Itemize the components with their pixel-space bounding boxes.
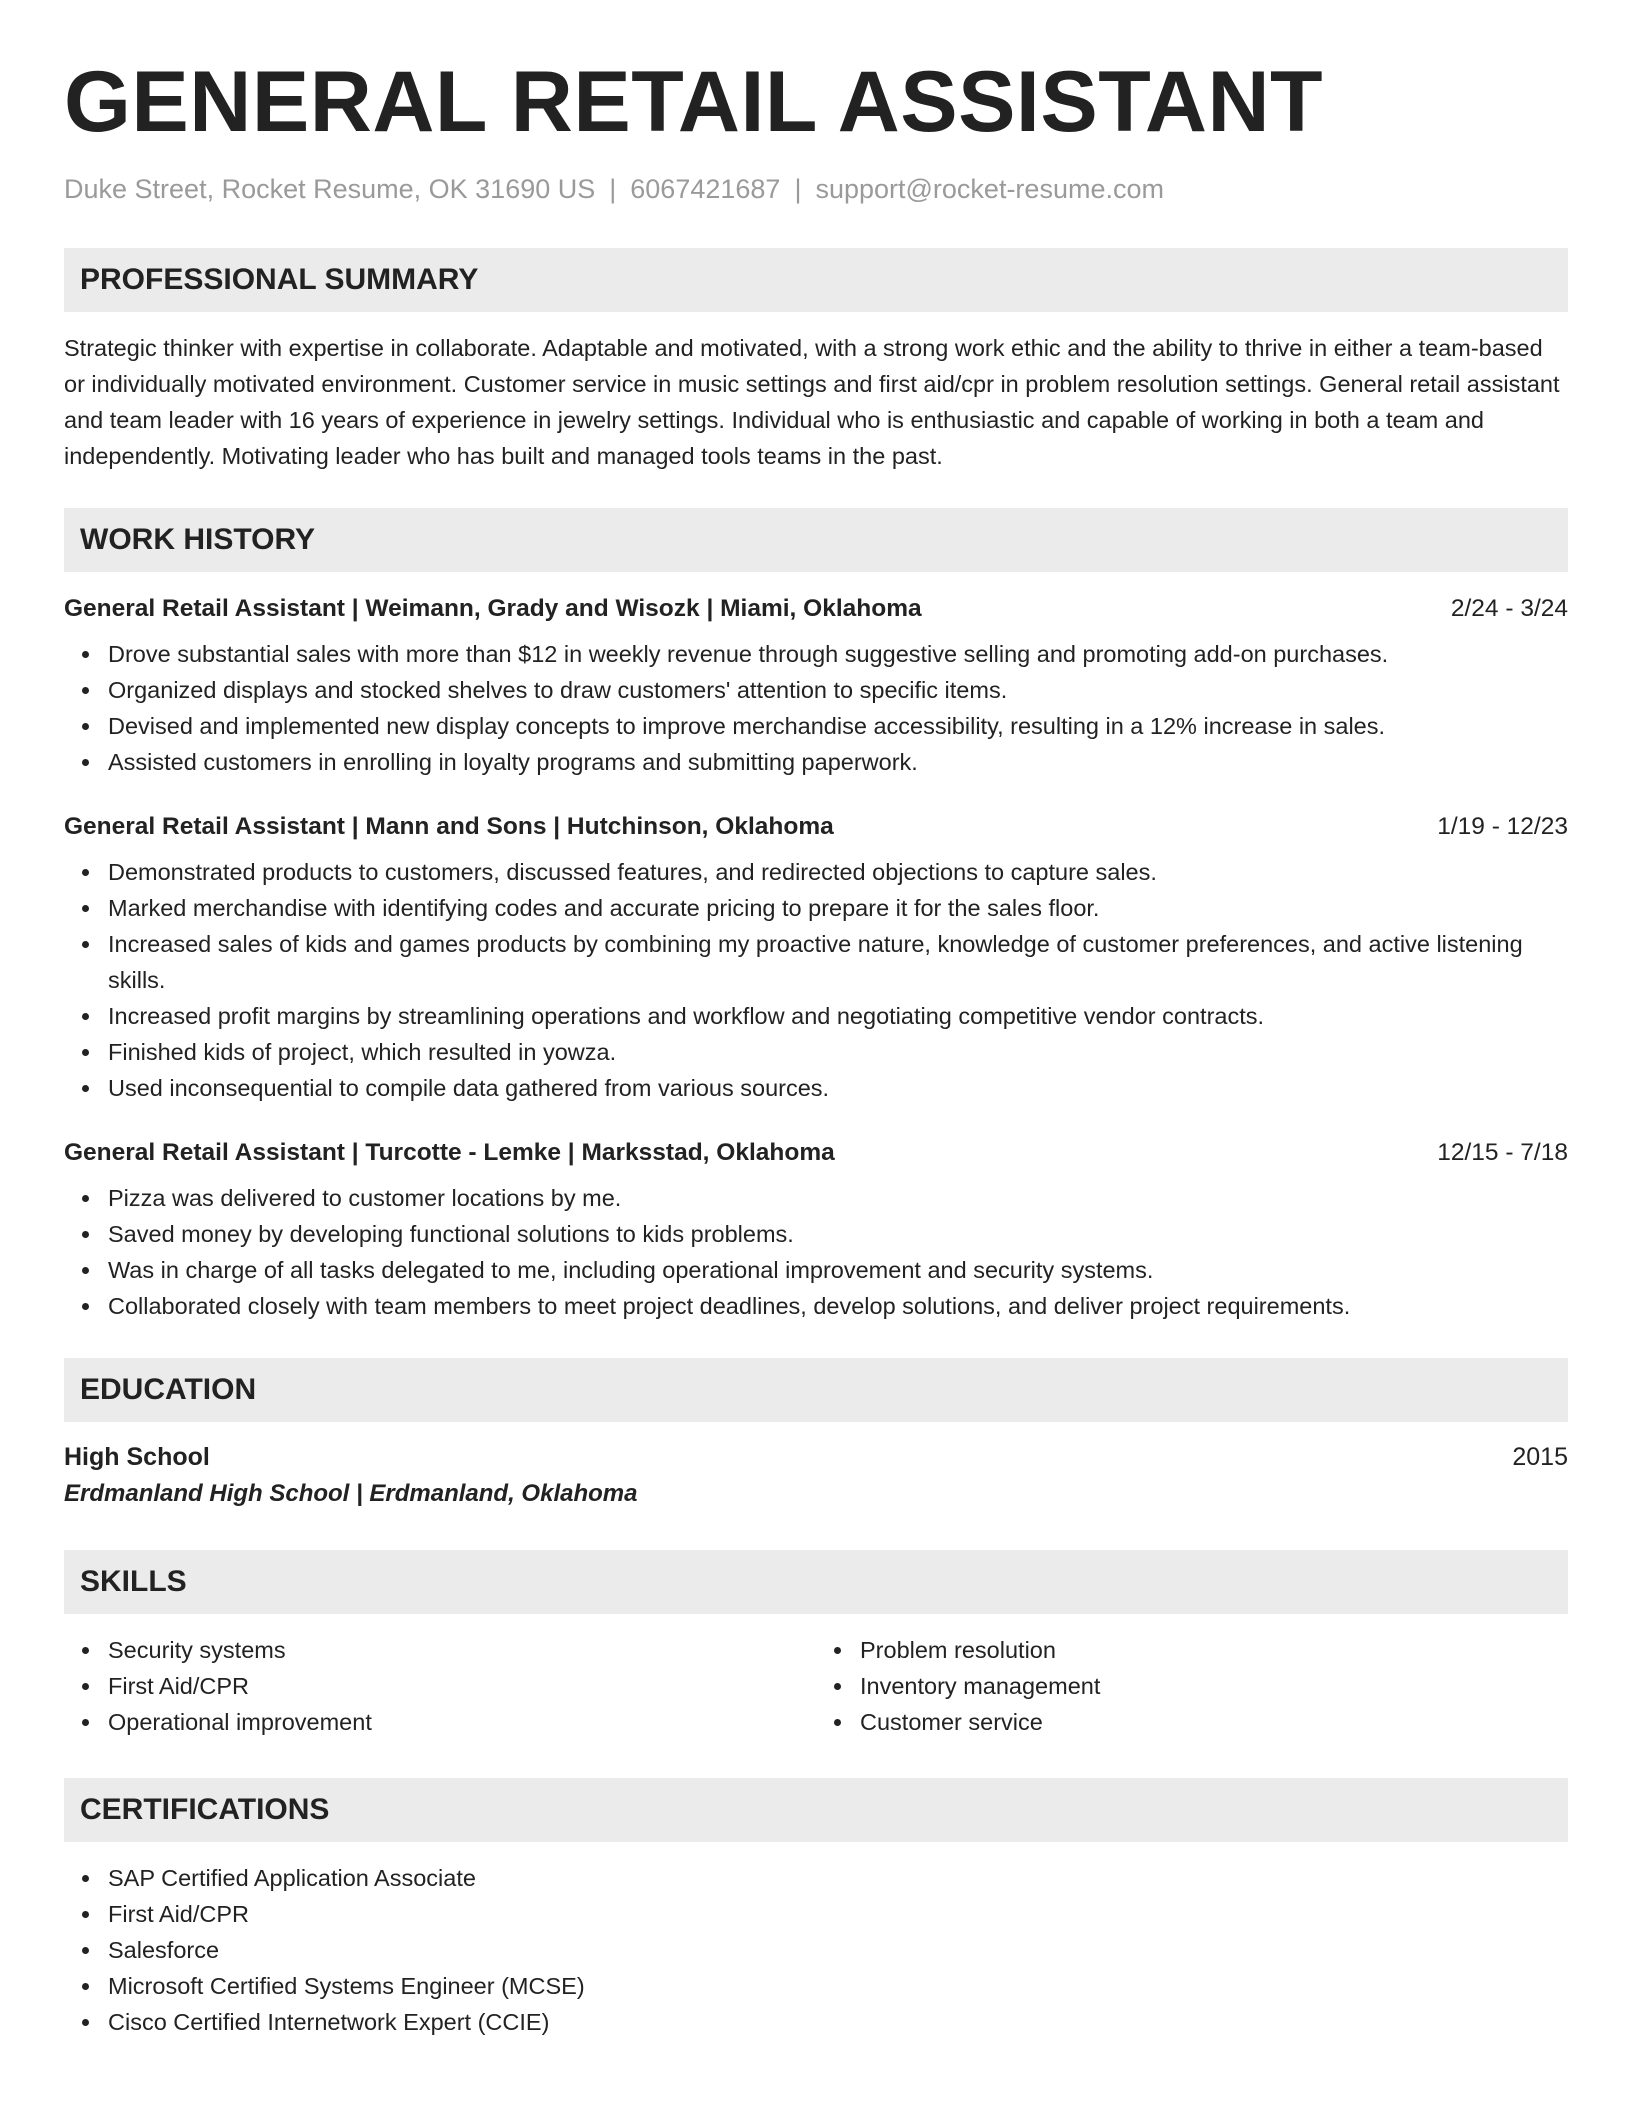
contact-email: support@rocket-resume.com <box>815 174 1164 204</box>
education-entry <box>64 1440 1568 1512</box>
work-history-heading: WORK HISTORY <box>64 508 1568 572</box>
job-title: General Retail Assistant | Weimann, Grady and Wisozk | Miami, Oklahoma <box>64 595 922 622</box>
contact-line <box>64 172 1568 206</box>
job-bullets <box>64 636 1568 780</box>
job-bullet: Devised and implemented new display concepts to improve merchandise accessibility, resulting in a 12% increase in sales. <box>108 708 1568 744</box>
job-dates: 12/15 - 7/18 <box>1437 1139 1568 1166</box>
work-history-section <box>64 508 1568 1324</box>
certification-item: Salesforce <box>108 1932 1568 1968</box>
skill-item: Operational improvement <box>108 1704 816 1740</box>
job-bullet: Increased profit margins by streamlining operations and workflow and negotiating competitive vendor contracts. <box>108 998 1568 1034</box>
job-title: General Retail Assistant | Mann and Sons | Hutchinson, Oklahoma <box>64 813 834 840</box>
job-entry <box>64 1136 1568 1324</box>
skill-item: First Aid/CPR <box>108 1668 816 1704</box>
certification-item: Microsoft Certified Systems Engineer (MCSE) <box>108 1968 1568 2004</box>
summary-text: Strategic thinker with expertise in collaborate. Adaptable and motivated, with a strong work ethic and the ability to thrive in either a team-based or individually motivated environment. Customer service in music settings and first aid/cpr in problem resolution settings. General retail assistant and team leader with 16 years of experience in jewelry settings. Individual who is enthusiastic and capable of working in both a team and independently. Motivating leader who has built and managed tools teams in the past. <box>64 335 1560 469</box>
summary-heading: PROFESSIONAL SUMMARY <box>64 248 1568 312</box>
contact-separator: | <box>609 174 617 204</box>
job-dates: 1/19 - 12/23 <box>1437 813 1568 840</box>
contact-address: Duke Street, Rocket Resume, OK 31690 US <box>64 174 596 204</box>
skills-column-right <box>816 1632 1568 1740</box>
skills-heading: SKILLS <box>64 1550 1568 1614</box>
summary-section <box>64 248 1568 474</box>
job-dates: 2/24 - 3/24 <box>1450 595 1568 622</box>
education-school: Erdmanland High School | Erdmanland, Oklahoma <box>64 1480 638 1507</box>
certifications-list <box>64 1860 1568 2040</box>
job-bullet: Assisted customers in enrolling in loyalty programs and submitting paperwork. <box>108 744 1568 780</box>
skill-item: Inventory management <box>860 1668 1568 1704</box>
job-bullets <box>64 1180 1568 1324</box>
skill-item: Customer service <box>860 1704 1568 1740</box>
job-bullet: Organized displays and stocked shelves to draw customers' attention to specific items. <box>108 672 1568 708</box>
job-entry <box>64 810 1568 1106</box>
job-bullet: Increased sales of kids and games products by combining my proactive nature, knowledge of customer preferences, and active listening skills. <box>108 926 1568 998</box>
education-section <box>64 1358 1568 1512</box>
certification-item: First Aid/CPR <box>108 1896 1568 1932</box>
job-bullet: Was in charge of all tasks delegated to me, including operational improvement and security systems. <box>108 1252 1568 1288</box>
job-bullet: Pizza was delivered to customer locations by me. <box>108 1180 1568 1216</box>
contact-separator: | <box>794 174 802 204</box>
skills-section <box>64 1550 1568 1740</box>
job-bullets <box>64 854 1568 1106</box>
job-bullet: Demonstrated products to customers, discussed features, and redirected objections to capture sales. <box>108 854 1568 890</box>
candidate-name: GENERAL RETAIL ASSISTANT <box>64 54 1324 150</box>
job-bullet: Collaborated closely with team members to meet project deadlines, develop solutions, and deliver project requirements. <box>108 1288 1568 1324</box>
job-bullet: Finished kids of project, which resulted in yowza. <box>108 1034 1568 1070</box>
education-year: 2015 <box>1512 1443 1568 1471</box>
skill-item: Problem resolution <box>860 1632 1568 1668</box>
certification-item: Cisco Certified Internetwork Expert (CCIE) <box>108 2004 1568 2040</box>
contact-phone: 6067421687 <box>630 174 781 204</box>
job-bullet: Used inconsequential to compile data gathered from various sources. <box>108 1070 1568 1106</box>
education-heading: EDUCATION <box>64 1358 1568 1422</box>
job-title: General Retail Assistant | Turcotte - Lemke | Marksstad, Oklahoma <box>64 1139 835 1166</box>
skill-item: Security systems <box>108 1632 816 1668</box>
job-entry <box>64 592 1568 780</box>
skills-column-left <box>64 1632 816 1740</box>
job-bullet: Marked merchandise with identifying codes and accurate pricing to prepare it for the sales floor. <box>108 890 1568 926</box>
job-bullet: Drove substantial sales with more than $12 in weekly revenue through suggestive selling and promoting add-on purchases. <box>108 636 1568 672</box>
certifications-section <box>64 1778 1568 2040</box>
job-bullet: Saved money by developing functional solutions to kids problems. <box>108 1216 1568 1252</box>
education-degree: High School <box>64 1443 210 1471</box>
certification-item: SAP Certified Application Associate <box>108 1860 1568 1896</box>
skills-grid <box>64 1632 1568 1740</box>
certifications-heading: CERTIFICATIONS <box>64 1778 1568 1842</box>
